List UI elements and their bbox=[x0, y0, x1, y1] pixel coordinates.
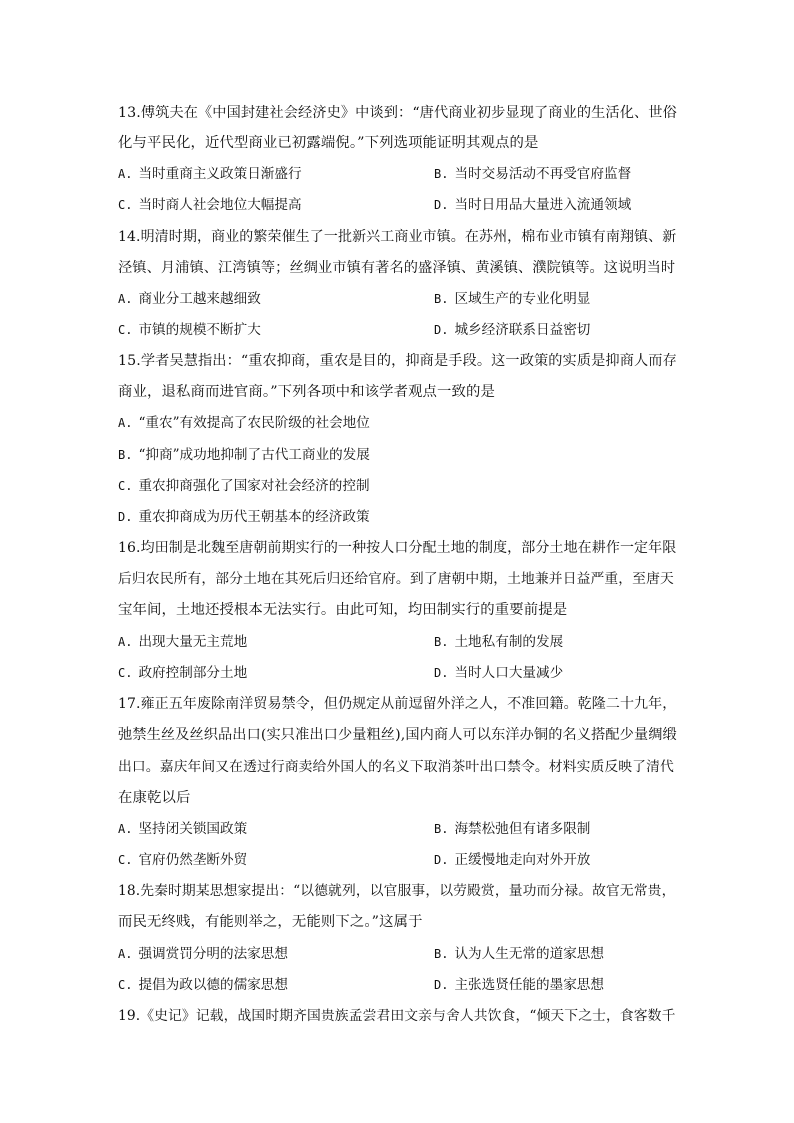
q16-option-d[interactable] bbox=[434, 663, 563, 683]
option-text: 城乡经济联系日益密切 bbox=[454, 322, 591, 338]
q17-stem-line-3: 出口。嘉庆年间又在透过行商卖给外国人的名义下取消茶叶出口禁令。材料实质反映了清代 bbox=[118, 759, 674, 775]
option-letter: C. bbox=[118, 853, 133, 867]
q15-stem-line-2: 商业，退私商而进官商。”下列各项中和该学者观点一致的是 bbox=[118, 384, 496, 400]
option-letter: D. bbox=[434, 853, 449, 867]
option-letter: A. bbox=[118, 167, 133, 181]
option-letter: B. bbox=[434, 947, 449, 961]
q13-stem-line-2: 化与平民化，近代型商业已初露端倪。”下列选项能证明其观点的是 bbox=[118, 135, 539, 151]
option-text: 当时重商主义政策日渐盛行 bbox=[138, 166, 302, 182]
q14-stem-line-1: 14.明清时期，商业的繁荣催生了一批新兴工商业市镇。在苏州，棉布业市镇有南翔镇、新 bbox=[118, 229, 677, 245]
option-letter: D. bbox=[118, 510, 133, 524]
q17-option-b[interactable] bbox=[434, 819, 590, 839]
q15-stem-line-1: 15.学者吴慧指出：“重农抑商，重农是目的，抑商是手段。这一政策的实质是抑商人而存 bbox=[118, 353, 677, 369]
option-letter: B. bbox=[434, 167, 449, 181]
option-letter: B. bbox=[434, 292, 449, 306]
q17-stem-line-1: 17.雍正五年废除南洋贸易禁令，但仍规定从前逗留外洋之人，不准回籍。乾隆二十九年， bbox=[118, 696, 677, 712]
q16-stem-line-1: 16.均田制是北魏至唐朝前期实行的一种按人口分配土地的制度，部分土地在耕作一定年限 bbox=[118, 540, 677, 556]
q18-option-c[interactable] bbox=[118, 975, 288, 995]
option-letter: C. bbox=[118, 198, 133, 212]
q16-stem-line-2: 后归农民所有，部分土地在其死后归还给官府。到了唐朝中期，土地兼并日益严重，至唐天 bbox=[118, 571, 674, 587]
option-text: 当时日用品大量进入流通领域 bbox=[454, 197, 632, 213]
option-text: 提倡为政以德的儒家思想 bbox=[138, 977, 288, 993]
q17-option-c[interactable] bbox=[118, 850, 247, 870]
q13-stem-line-1: 13.傅筑夫在《中国封建社会经济史》中谈到：“唐代商业初步显现了商业的生活化、世俗 bbox=[118, 105, 677, 121]
option-text: 市镇的规模不断扩大 bbox=[138, 322, 261, 338]
q17-stem-line-4: 在康乾以后 bbox=[118, 790, 191, 806]
option-text: 官府仍然垄断外贸 bbox=[138, 852, 248, 868]
option-letter: C. bbox=[118, 978, 133, 992]
q18-stem-line-1: 18.先秦时期某思想家提出：“以德就列，以官服事，以劳殿赏，量功而分禄。故官无常贵， bbox=[118, 883, 676, 899]
option-text: 区域生产的专业化明显 bbox=[454, 291, 591, 307]
q15-option-b[interactable] bbox=[118, 445, 370, 465]
q18-option-b[interactable] bbox=[434, 944, 604, 964]
option-letter: B. bbox=[118, 448, 133, 462]
option-letter: A. bbox=[118, 416, 133, 430]
q13-option-a[interactable] bbox=[118, 164, 302, 184]
q17-option-d[interactable] bbox=[434, 850, 590, 870]
q17-option-a[interactable] bbox=[118, 819, 247, 839]
option-letter: A. bbox=[118, 292, 133, 306]
q14-option-b[interactable] bbox=[434, 289, 590, 309]
option-text: 商业分工越来越细致 bbox=[138, 291, 261, 307]
q18-option-d[interactable] bbox=[434, 975, 604, 995]
q16-option-b[interactable] bbox=[434, 632, 563, 652]
q15-option-c[interactable] bbox=[118, 476, 370, 496]
option-text: 当时商人社会地位大幅提高 bbox=[138, 197, 302, 213]
option-text: 强调赏罚分明的法家思想 bbox=[138, 946, 288, 962]
option-letter: D. bbox=[434, 978, 449, 992]
option-letter: B. bbox=[434, 635, 449, 649]
option-text: 当时交易活动不再受官府监督 bbox=[454, 166, 632, 182]
q17-stem-line-2: 弛禁生丝及丝织品出口(实只准出口少量粗丝),国内商人可以东洋办铜的名义搭配少量绸缎 bbox=[118, 727, 677, 743]
q14-option-d[interactable] bbox=[434, 320, 590, 340]
q19-stem-line-1: 19.《史记》记载，战国时期齐国贵族孟尝君田文亲与舍人共饮食，“倾天下之士，食客数千 bbox=[118, 1008, 676, 1024]
option-letter: D. bbox=[434, 666, 449, 680]
q16-option-c[interactable] bbox=[118, 663, 247, 683]
option-letter: A. bbox=[118, 635, 133, 649]
option-text: 当时人口大量减少 bbox=[454, 665, 564, 681]
option-letter: D. bbox=[434, 323, 449, 337]
q15-option-a[interactable] bbox=[118, 413, 370, 433]
option-text: “重农”有效提高了农民阶级的社会地位 bbox=[138, 415, 370, 431]
q14-option-c[interactable] bbox=[118, 320, 261, 340]
option-text: 认为人生无常的道家思想 bbox=[454, 946, 604, 962]
q16-option-a[interactable] bbox=[118, 632, 247, 652]
option-text: 海禁松弛但有诸多限制 bbox=[454, 821, 591, 837]
option-text: 土地私有制的发展 bbox=[454, 634, 564, 650]
option-text: 政府控制部分土地 bbox=[138, 665, 248, 681]
option-text: 重农抑商强化了国家对社会经济的控制 bbox=[138, 478, 370, 494]
option-text: 出现大量无主荒地 bbox=[138, 634, 248, 650]
q15-option-d[interactable] bbox=[118, 507, 370, 527]
q16-stem-line-3: 宝年间，土地还授根本无法实行。由此可知，均田制实行的重要前提是 bbox=[118, 602, 568, 618]
option-letter: B. bbox=[434, 822, 449, 836]
q18-stem-line-2: 而民无终贱，有能则举之，无能则下之。”这属于 bbox=[118, 914, 423, 930]
q13-option-b[interactable] bbox=[434, 164, 631, 184]
q18-option-a[interactable] bbox=[118, 944, 288, 964]
option-text: 重农抑商成为历代王朝基本的经济政策 bbox=[138, 509, 370, 525]
option-letter: C. bbox=[118, 479, 133, 493]
option-letter: D. bbox=[434, 198, 449, 212]
q14-option-a[interactable] bbox=[118, 289, 261, 309]
option-letter: C. bbox=[118, 323, 133, 337]
q13-option-d[interactable] bbox=[434, 195, 631, 215]
option-letter: C. bbox=[118, 666, 133, 680]
option-text: “抑商”成功地抑制了古代工商业的发展 bbox=[138, 447, 370, 463]
option-text: 主张选贤任能的墨家思想 bbox=[454, 977, 604, 993]
option-letter: A. bbox=[118, 947, 133, 961]
option-text: 坚持闭关锁国政策 bbox=[138, 821, 248, 837]
option-text: 正缓慢地走向对外开放 bbox=[454, 852, 591, 868]
q13-option-c[interactable] bbox=[118, 195, 302, 215]
option-letter: A. bbox=[118, 822, 133, 836]
q14-stem-line-2: 泾镇、月浦镇、江湾镇等；丝绸业市镇有著名的盛泽镇、黄溪镇、濮院镇等。这说明当时 bbox=[118, 260, 676, 276]
